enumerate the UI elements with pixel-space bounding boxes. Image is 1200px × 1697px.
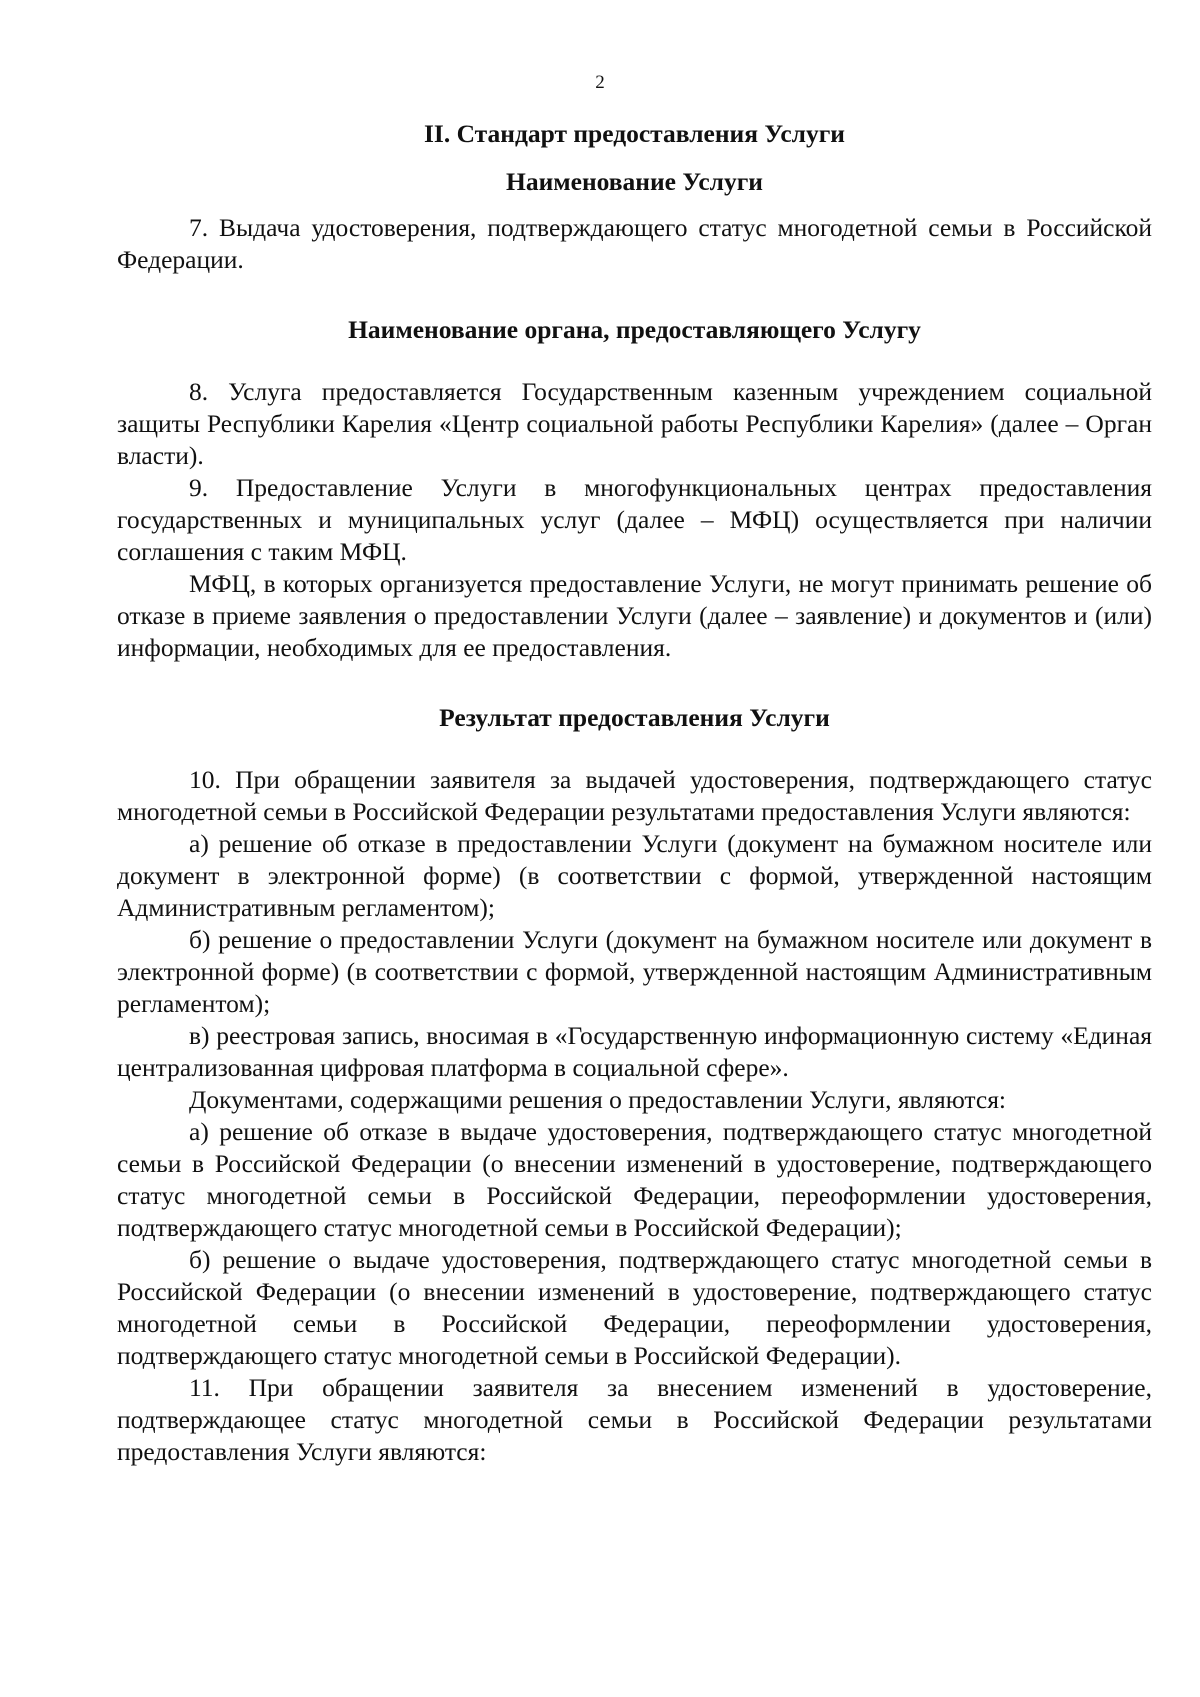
heading-service-name: Наименование Услуги <box>506 167 763 196</box>
paragraph: 11. При обращении заявителя за внесением изменений в удостоверение, подтверждающее статус многодетной семьи в Российской Федерации результатами предоставления Услуги являются: <box>117 1373 1152 1466</box>
paragraph: б) решение о предоставлении Услуги (документ на бумажном носителе или документ в электронной форме) (в соответствии с формой, утвержденной настоящим Административным регламентом); <box>117 925 1152 1018</box>
heading-service-result: Результат предоставления Услуги <box>439 703 830 732</box>
paragraph: Документами, содержащими решения о предоставлении Услуги, являются: <box>189 1085 1007 1114</box>
document-body <box>117 118 1152 1468</box>
paragraph: в) реестровая запись, вносимая в «Государственную информационную систему «Единая централизованная цифровая платформа в социальной сфере». <box>117 1021 1152 1082</box>
paragraph: МФЦ, в которых организуется предоставление Услуги, не могут принимать решение об отказе в приеме заявления о предоставлении Услуги (далее – заявление) и документов и (или) информации, необходимых для ее предоставления. <box>117 569 1152 662</box>
paragraph: а) решение об отказе в выдаче удостоверения, подтверждающего статус многодетной семьи в Российской Федерации (о внесении изменений в удостоверение, подтверждающего статус многодетной семьи в Российской Федерации, переоформлении удостоверения, подтверждающего статус многодетной семьи в Российской Федерации); <box>117 1117 1152 1242</box>
paragraph: а) решение об отказе в предоставлении Услуги (документ на бумажном носителе или документ в электронной форме) (в соответствии с формой, утвержденной настоящим Административным регламентом); <box>117 829 1152 922</box>
paragraph: 8. Услуга предоставляется Государственным казенным учреждением социальной защиты Республики Карелия «Центр социальной работы Республики Карелия» (далее – Орган власти). <box>117 377 1152 470</box>
paragraph: б) решение о выдаче удостоверения, подтверждающего статус многодетной семьи в Российской Федерации (о внесении изменений в удостоверение, подтверждающего статус многодетной семьи в Российской Федерации, переоформлении удостоверения, подтверждающего статус многодетной семьи в Российской Федерации). <box>117 1245 1152 1370</box>
heading-service-authority: Наименование органа, предоставляющего Услугу <box>348 315 921 344</box>
paragraph: 10. При обращении заявителя за выдачей удостоверения, подтверждающего статус многодетной семьи в Российской Федерации результатами предоставления Услуги являются: <box>117 765 1152 826</box>
page-number: 2 <box>595 72 605 93</box>
section-title: II. Стандарт предоставления Услуги <box>424 119 845 148</box>
paragraph: 7. Выдача удостоверения, подтверждающего статус многодетной семьи в Российской Федерации. <box>117 213 1152 274</box>
paragraph: 9. Предоставление Услуги в многофункциональных центрах предоставления государственных и муниципальных услуг (далее – МФЦ) осуществляется при наличии соглашения с таким МФЦ. <box>117 473 1152 566</box>
